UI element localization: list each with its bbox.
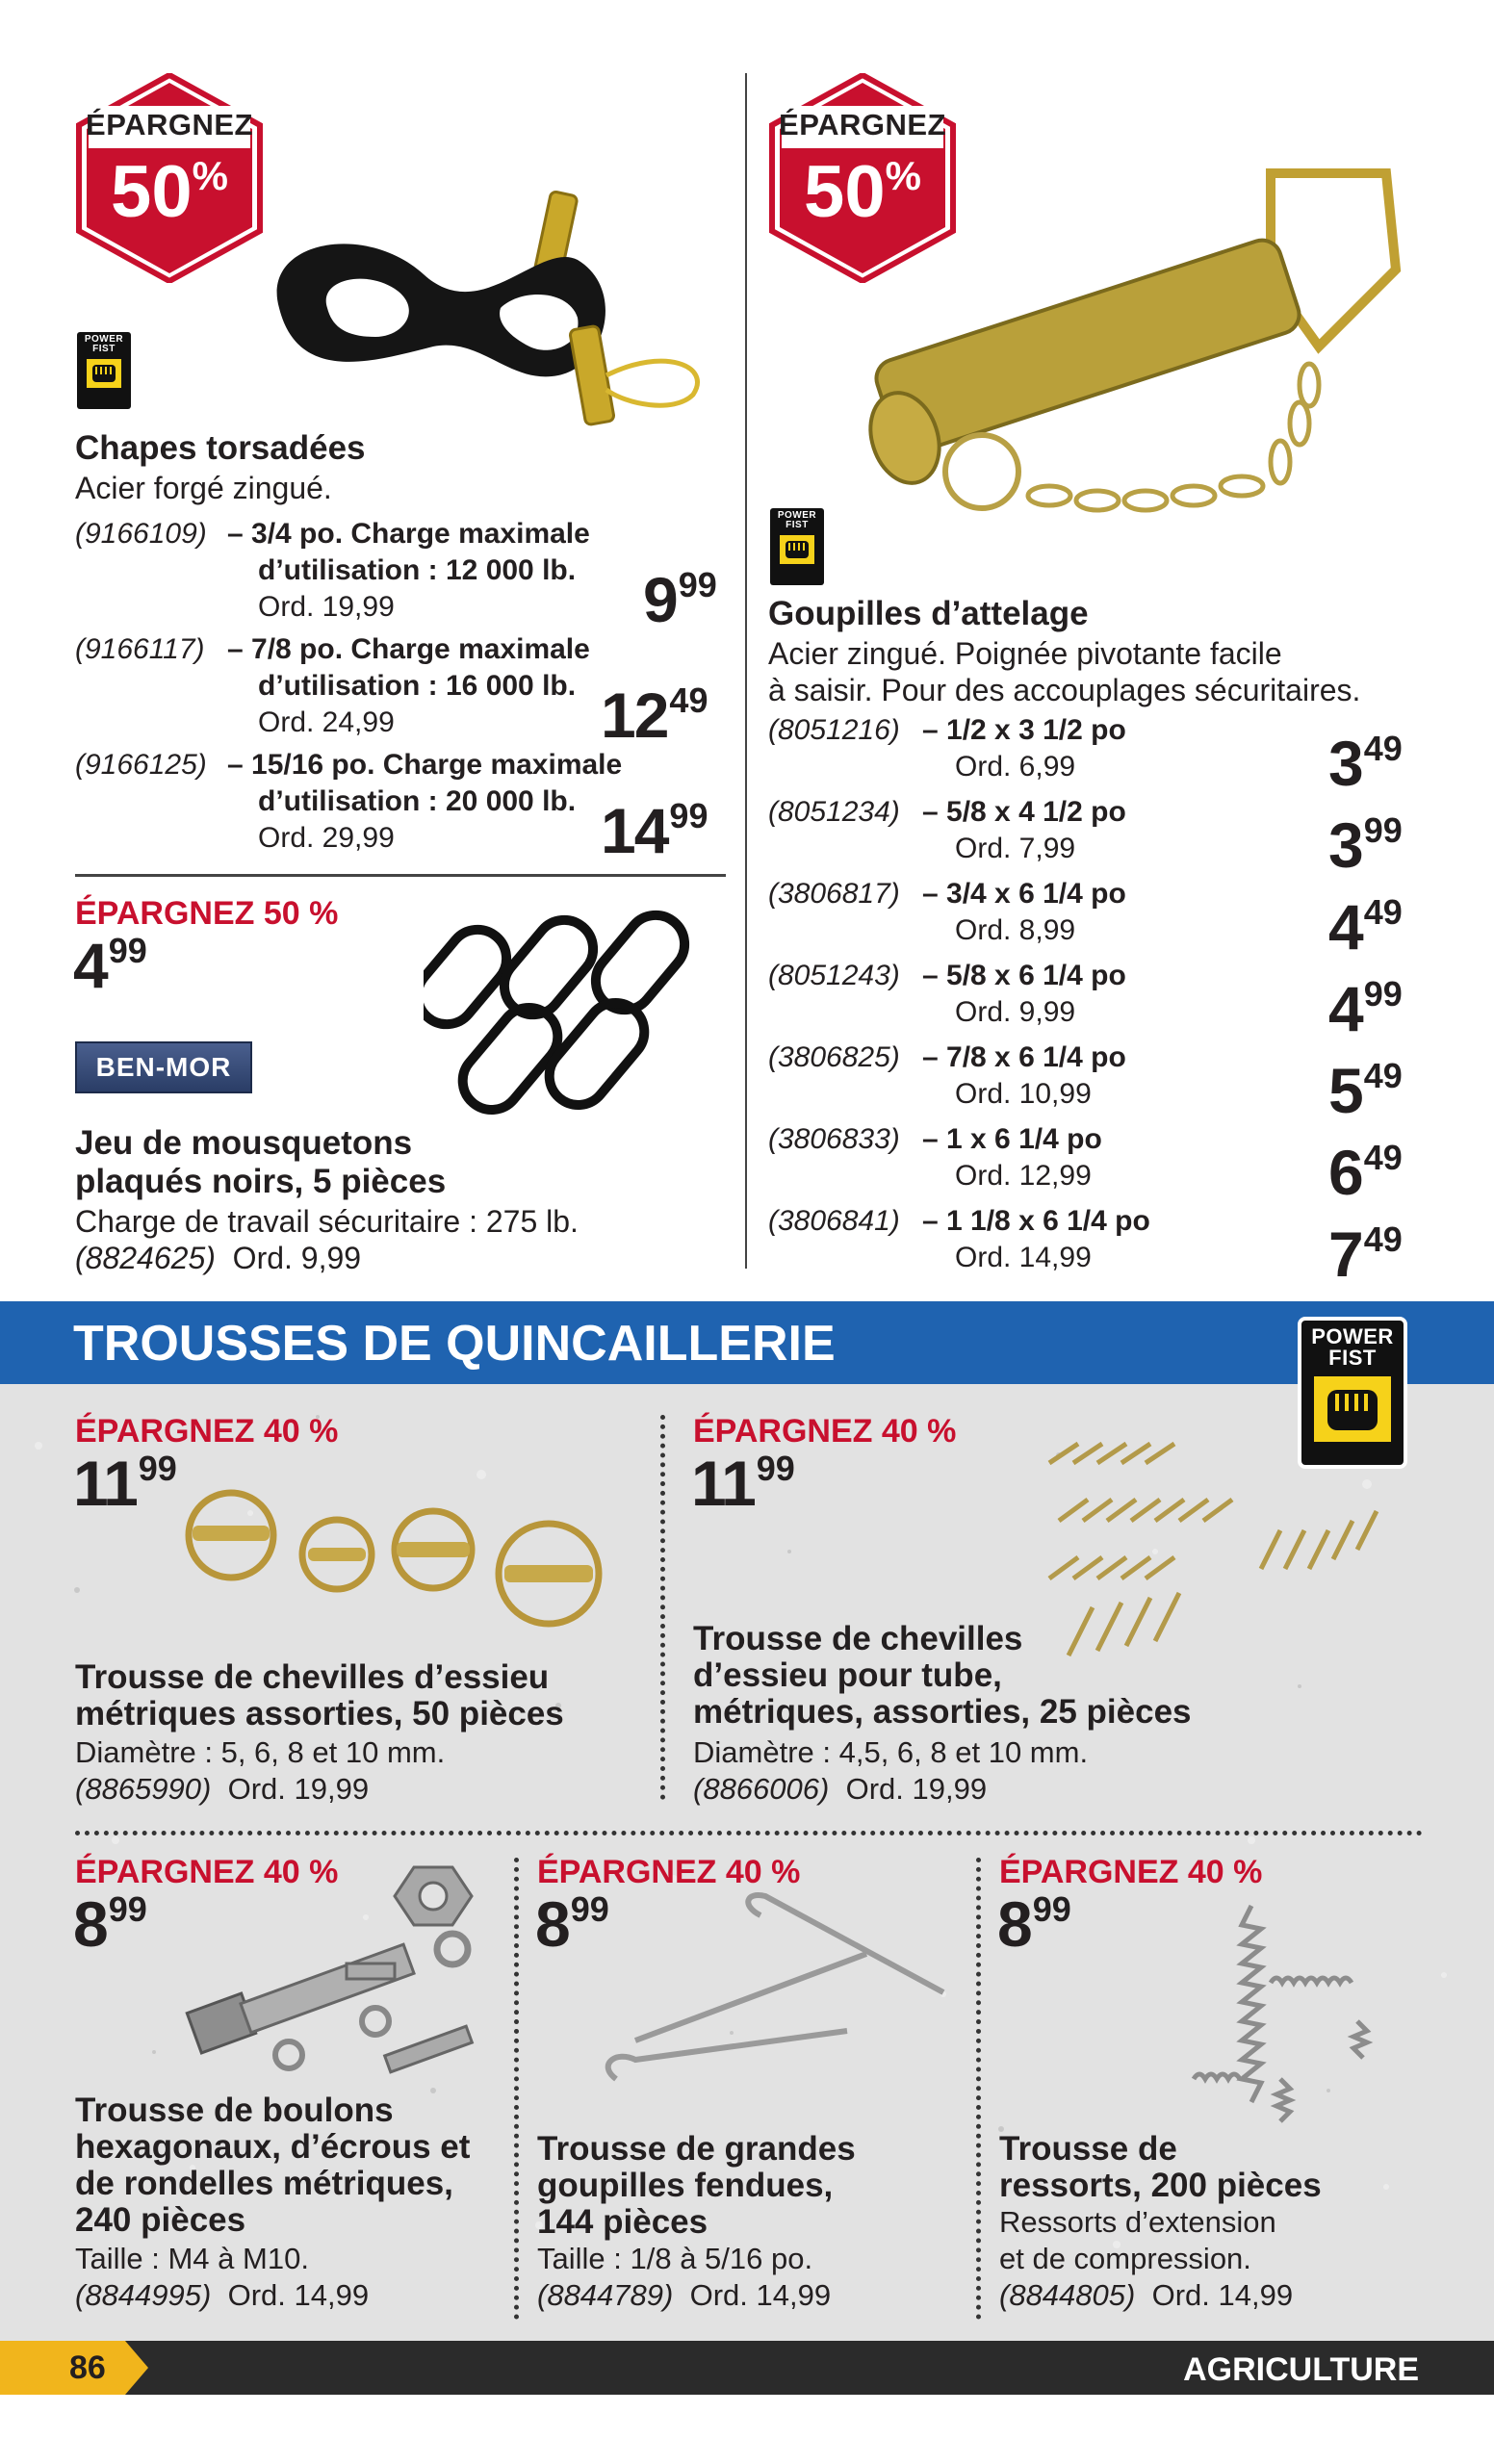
kit-sku-line: (8844805) Ord. 14,99 — [999, 2278, 1294, 2312]
divider-dotted-v — [514, 1858, 519, 2320]
hitchpins-title: Goupilles d’attelage — [768, 595, 1089, 632]
row-ord: Ord. 29,99 — [258, 822, 395, 854]
row-ord: Ord. 6,99 — [955, 751, 1076, 783]
badge-label: ÉPARGNEZ — [86, 108, 253, 141]
row-size: – 3/4 x 6 1/4 po — [922, 878, 1126, 910]
price: 999 — [643, 564, 717, 635]
hitch-pin-image — [847, 154, 1425, 558]
hitchpin-row-5 — [768, 1123, 1423, 1208]
hitchpin-row-1 — [768, 796, 1423, 881]
kit-desc: Taille : 1/8 à 5/16 po. — [537, 2242, 813, 2275]
kit-sku-line: (8865990) Ord. 19,99 — [75, 1772, 370, 1806]
divider-dotted-h — [75, 1831, 1423, 1835]
sku: (3806833) — [768, 1123, 900, 1155]
carabiner-title-1: Jeu de mousquetons — [75, 1124, 413, 1162]
row-size: – 1/2 x 3 1/2 po — [922, 714, 1126, 746]
kit-desc: Taille : M4 à M10. — [75, 2242, 309, 2275]
price: 649 — [1328, 1137, 1403, 1208]
price: 549 — [1328, 1055, 1403, 1126]
linchpin-kit-image — [154, 1482, 635, 1636]
carabiner-price: 499 — [73, 930, 147, 1001]
save-badge-shackles — [75, 73, 264, 283]
hitchpin-row-3 — [768, 960, 1423, 1044]
column-divider — [745, 73, 747, 1269]
sku: (8051243) — [768, 960, 900, 991]
cotter-pin-kit-image — [597, 1886, 963, 2118]
kit-title: Trousse de chevilles d’essieu pour tube, métriques, assorties, 25 pièces — [693, 1620, 1192, 1731]
fist-icon — [87, 359, 121, 388]
row-ord: Ord. 12,99 — [955, 1160, 1092, 1192]
kit-price: 1199 — [73, 1448, 177, 1519]
row-ord: Ord. 10,99 — [955, 1078, 1092, 1110]
shackles-row-1 — [75, 633, 730, 751]
hitchpins-desc-2: à saisir. Pour des accouplages sécuritaires. — [768, 673, 1361, 707]
divider — [75, 874, 726, 877]
price: 1499 — [601, 795, 708, 866]
spring-kit-image — [1136, 1896, 1415, 2127]
divider-dotted-v — [660, 1415, 665, 1800]
price: 399 — [1328, 809, 1403, 881]
row-spec: – 7/8 po. Charge maximale — [227, 633, 590, 665]
kit-title: Trousse de grandes goupilles fendues, 144 pièces — [537, 2130, 856, 2241]
sku: (3806817) — [768, 878, 900, 910]
kit-desc: Diamètre : 4,5, 6, 8 et 10 mm. — [693, 1735, 1089, 1769]
carabiner-desc: Charge de travail sécuritaire : 275 lb. — [75, 1204, 579, 1239]
row-spec-2: d’utilisation : 12 000 lb. — [258, 554, 577, 586]
powerfist-logo: POWER FIST — [770, 508, 824, 585]
bolt-kit-image — [164, 1858, 491, 2079]
section-name: AGRICULTURE — [1183, 2351, 1419, 2388]
kit-save: ÉPARGNEZ 40 % — [537, 1854, 801, 1890]
sku: (9166125) — [75, 749, 207, 781]
shackles-desc: Acier forgé zingué. — [75, 471, 332, 505]
price: 499 — [1328, 973, 1403, 1044]
kit-save: ÉPARGNEZ 40 % — [999, 1854, 1263, 1890]
hitchpin-row-2 — [768, 878, 1423, 962]
twisted-shackle-image — [260, 183, 722, 443]
row-size: – 5/8 x 6 1/4 po — [922, 960, 1126, 991]
sku: (8051234) — [768, 796, 900, 828]
row-ord: Ord. 24,99 — [258, 706, 395, 738]
row-size: – 5/8 x 4 1/2 po — [922, 796, 1126, 828]
powerfist-logo: POWER FIST — [77, 332, 131, 409]
row-spec: – 3/4 po. Charge maximale — [227, 518, 590, 550]
kit-desc: Ressorts d’extension et de compression. — [999, 2205, 1276, 2275]
sku: (9166109) — [75, 518, 207, 550]
kit-save: ÉPARGNEZ 40 % — [75, 1854, 339, 1890]
carabiner-save: ÉPARGNEZ 50 % — [75, 895, 339, 932]
sku: (3806841) — [768, 1205, 900, 1237]
hitchpins-desc-1: Acier zingué. Poignée pivotante facile — [768, 636, 1282, 671]
kit-sku-line: (8844789) Ord. 14,99 — [537, 2278, 832, 2312]
kit-desc: Diamètre : 5, 6, 8 et 10 mm. — [75, 1735, 446, 1769]
kit-price: 899 — [535, 1888, 609, 1960]
row-spec-2: d’utilisation : 20 000 lb. — [258, 785, 577, 817]
hitchpin-row-6 — [768, 1205, 1423, 1290]
sku: (8051216) — [768, 714, 900, 746]
badge-percent: 50% — [804, 151, 921, 233]
row-ord: Ord. 8,99 — [955, 914, 1076, 946]
row-ord: Ord. 7,99 — [955, 833, 1076, 864]
carabiners-image — [424, 895, 732, 1126]
divider-dotted-v — [976, 1858, 981, 2320]
row-size: – 7/8 x 6 1/4 po — [922, 1041, 1126, 1073]
fist-icon — [780, 535, 814, 564]
kit-sku-line: (8866006) Ord. 19,99 — [693, 1772, 988, 1806]
price: 449 — [1328, 891, 1403, 962]
row-ord: Ord. 14,99 — [955, 1242, 1092, 1273]
row-size: – 1 1/8 x 6 1/4 po — [922, 1205, 1150, 1237]
row-size: – 1 x 6 1/4 po — [922, 1123, 1102, 1155]
row-ord: Ord. 9,99 — [955, 996, 1076, 1028]
kit-price: 899 — [73, 1888, 147, 1960]
shackles-row-0 — [75, 518, 730, 635]
kit-save: ÉPARGNEZ 40 % — [75, 1413, 339, 1450]
price: 349 — [1328, 728, 1403, 799]
shackles-row-2 — [75, 749, 730, 866]
kit-title: Trousse de chevilles d’essieu métriques assorties, 50 pièces — [75, 1658, 564, 1732]
badge-label: ÉPARGNEZ — [779, 108, 946, 141]
hitchpin-row-4 — [768, 1041, 1423, 1126]
fist-icon — [1314, 1376, 1391, 1442]
badge-percent: 50% — [111, 151, 228, 233]
price: 749 — [1328, 1219, 1403, 1290]
row-spec: – 15/16 po. Charge maximale — [227, 749, 623, 781]
kits-header-title: TROUSSES DE QUINCAILLERIE — [73, 1316, 836, 1372]
kit-title: Trousse de boulons hexagonaux, d’écrous et de rondelles métriques, 240 pièces — [75, 2092, 471, 2239]
row-spec-2: d’utilisation : 16 000 lb. — [258, 670, 577, 702]
shackles-title: Chapes torsadées — [75, 429, 366, 467]
benmor-logo: BEN-MOR — [75, 1041, 252, 1093]
carabiner-sku-line: (8824625) Ord. 9,99 — [75, 1241, 362, 1275]
kit-sku-line: (8844995) Ord. 14,99 — [75, 2278, 370, 2312]
kit-save: ÉPARGNEZ 40 % — [693, 1413, 957, 1450]
kit-title: Trousse de ressorts, 200 pièces — [999, 2130, 1322, 2204]
sku: (3806825) — [768, 1041, 900, 1073]
powerfist-logo-large: POWER FIST — [1298, 1317, 1407, 1469]
page-number: 86 — [69, 2349, 106, 2386]
carabiner-title-2: plaqués noirs, 5 pièces — [75, 1163, 447, 1200]
hitchpin-row-0 — [768, 714, 1423, 799]
sku: (9166117) — [75, 633, 205, 665]
kit-price: 899 — [997, 1888, 1071, 1960]
row-ord: Ord. 19,99 — [258, 591, 395, 623]
price: 1249 — [601, 680, 708, 751]
kit-price: 1199 — [691, 1448, 795, 1519]
